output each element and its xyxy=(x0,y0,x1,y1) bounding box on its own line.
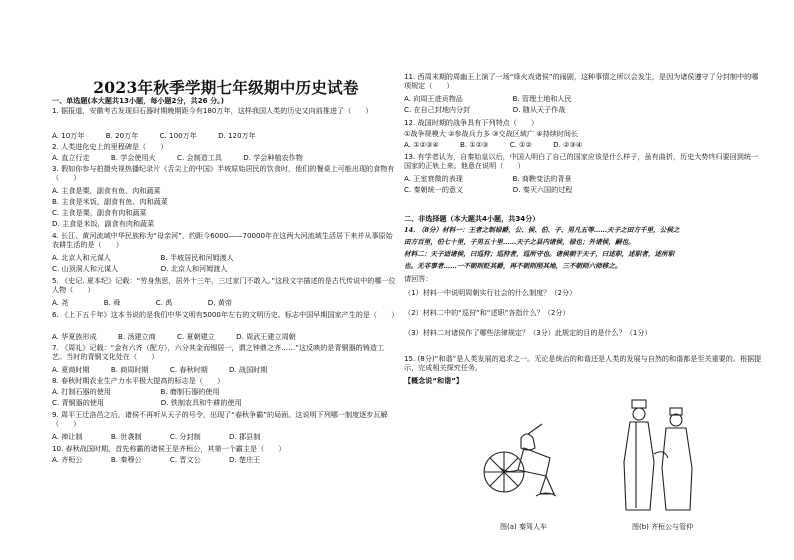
right-line-19: 【概念说“和谐”】 xyxy=(404,376,463,385)
left-line-1: 1. 据报道，安徽考古发现旧石器时期晚期距今有180万年，这样我国人类的历史又向前推进了（ ） xyxy=(52,106,373,115)
right-line-1: A. 向周王进贡物品 B. 管理土地和人民 xyxy=(404,94,572,103)
left-line-14: A. 尧 B. 舜 C. 禹 D. 黄帝 xyxy=(52,298,232,307)
left-line-5: 3. 假如你参与拍摄央视热播纪录片《舌尖上的中国》半坡原始居民的饮食时，他们的餐桌上可能出现的食物有（ ） xyxy=(52,164,395,182)
right-line-4: ①战争规模大 ②参战兵力多 ③交战区域广 ④持续时间长 xyxy=(404,129,579,138)
left-line-3: 2. 人类进化史上的里程碑是（ ） xyxy=(52,142,168,151)
figure-a-caption: 图(a) 秦驾人车 xyxy=(500,523,547,531)
left-line-21: C. 青铜器的使用 D. 铁制农具和牛耕的使用 xyxy=(52,398,242,407)
left-line-22: 9. 周平王迁洛邑之后，诸侯不再听从天子的号令，出现了“春秋争霸”的局面。这说明下列哪一制度逐步瓦解（ ） xyxy=(52,410,388,428)
right-line-11: 田方百里，伯七十里，子男五十里……天子之县内诸侯，禄也；外诸侯，嗣也。 xyxy=(404,238,635,246)
left-line-16: A. 华夏族形成 B. 汤建立商 C. 夏朝建立 D. 周武王建立周朝 xyxy=(52,332,296,341)
left-line-20: A. 打制石器的使用 B. 磨制石器的使用 xyxy=(52,387,220,396)
right-line-15: （1）材料一中说明周朝实行社会的什么制度？（2分） xyxy=(404,288,577,297)
left-line-6: A. 主食是粟，副食有鱼、肉和蔬菜 xyxy=(52,186,161,195)
figure-a-illustration xyxy=(476,420,568,512)
right-line-17: （3）材料二对诸侯作了哪些法律规定？（3分）此规定的目的是什么？（1分） xyxy=(404,328,652,337)
left-line-7: B. 主食是米饭，副食有鱼、肉和蔬菜 xyxy=(52,197,168,206)
right-line-16: （2）材料二中的“巡狩”和“述职”各指什么？（2分） xyxy=(404,308,570,317)
right-line-0: 11. 西周末期的周幽王上演了一场“烽火戏诸侯”的闹剧，这种事情之所以会发生，是因为诸侯遵守了分封制中的哪项规定（ ） xyxy=(404,72,759,90)
right-line-5: A. ①②③④ B. ①②③ C. ①② D. ②③④ xyxy=(404,140,583,149)
left-line-15: 6. 《上下五千年》这本书说的是我们中华文明有5000年左右的文明历史。标志中国早期国家产生的是（ ） xyxy=(52,310,399,319)
right-line-6: 13. 有学者认为，自秦始皇以后，中国人明白了自己的国家应该是什么样子，虽有曲折，历史大势终归要回到统一国家的正轨上来。他意在说明（ ） xyxy=(404,152,759,170)
right-line-3: 12. 战国时期的战争具有下列特点（ ） xyxy=(404,118,539,127)
left-line-0: 一、单选题(本大题共13小题，每小题2分，共26 分。) xyxy=(52,96,224,105)
left-line-9: D. 主食是米饭，副食有肉和蔬菜 xyxy=(52,219,155,228)
exam-title: 2023年秋季学期七年级期中历史试卷 xyxy=(93,78,359,97)
right-line-18: 15. (8分)“和谐”是人类发展的追求之一。无论是统治的和谐还是人类的发展与自然的和谐都是至关重要的。根据提示，完成相关探究任务。 xyxy=(404,354,762,372)
left-line-2: A. 10万年 B. 20万年 C. 100万年 D. 120万年 xyxy=(52,131,256,140)
right-line-12: 材料二：天子适诸侯，曰巡狩；巡狩者，巡所守也。诸侯朝于天子，曰述职，述职者，述所职 xyxy=(404,250,675,258)
left-line-4: A. 直立行走 B. 学会使用火 C. 会制造工具 D. 学会种植农作物 xyxy=(52,153,303,162)
right-line-14: 请回答： xyxy=(404,274,433,283)
left-line-10: 4. 长江、黄河流域中华民族称为“母亲河”，约距今6000——70000年在这两大河流域生活居下来并从事原始农耕生活的是（ ） xyxy=(52,231,393,249)
figure-b-caption: 图(b) 齐桓公与管仲 xyxy=(632,523,694,531)
left-line-8: C. 主食是粟，副食有肉和蔬菜 xyxy=(52,208,147,217)
left-line-13: 5. 《史记. 夏本纪》记载：“劳身焦思，居外十三年，三过家门不敢入。”这段文字描述的是古代传说中的哪一位人物（ ） xyxy=(52,276,396,294)
left-line-24: 10. 春秋战国时期，首先称霸的诸侯王是齐桓公，其第一个霸主是（ ） xyxy=(52,444,286,453)
right-line-9: 二、非选择题（本大题共4小题，共34分） xyxy=(404,214,540,223)
left-line-25: A. 齐桓公 B. 秦穆公 C. 晋文公 D. 楚庄王 xyxy=(52,455,261,464)
left-line-23: A. 禅让制 B. 世袭制 C. 分封制 D. 郡县制 xyxy=(52,432,261,441)
left-line-12: C. 山顶洞人和元谋人 D. 北京人和河姆渡人 xyxy=(52,264,228,273)
right-line-10: 14. （8分）材料一：王者之制禄爵，公、侯、伯、子、男凡五等……天子之田方千里，公侯之 xyxy=(404,226,680,234)
right-line-2: C. 在自己封地内分封 D. 随从天子作战 xyxy=(404,105,566,114)
left-line-19: 8. 春秋时期农业生产力水平极大提高的标志是（ ） xyxy=(52,376,225,385)
left-line-18: A. 夏商时期 B. 商周时期 C. 春秋时期 D. 战国时期 xyxy=(52,365,268,374)
figure-b-illustration xyxy=(618,398,698,516)
right-line-13: 也。无非事者……一不朝则贬其爵，再不朝则削其地，三不朝则六师移之。 xyxy=(404,262,622,270)
left-line-11: A. 北京人和元谋人 B. 半坡居民和河姆渡人 xyxy=(52,253,234,262)
right-line-8: C. 秦朝统一的意义 D. 秦灭六国的过程 xyxy=(404,185,573,194)
left-line-17: 7. 《周礼》记载：“金有六齐（配方），六分其金而锡居一，谓之钟鼎之齐……”这反映的是青铜器的铸造工艺。当时的青铜文化处在（ ） xyxy=(52,343,385,361)
right-line-7: A. 王室衰微的表现 B. 商鞅变法的背景 xyxy=(404,174,572,183)
